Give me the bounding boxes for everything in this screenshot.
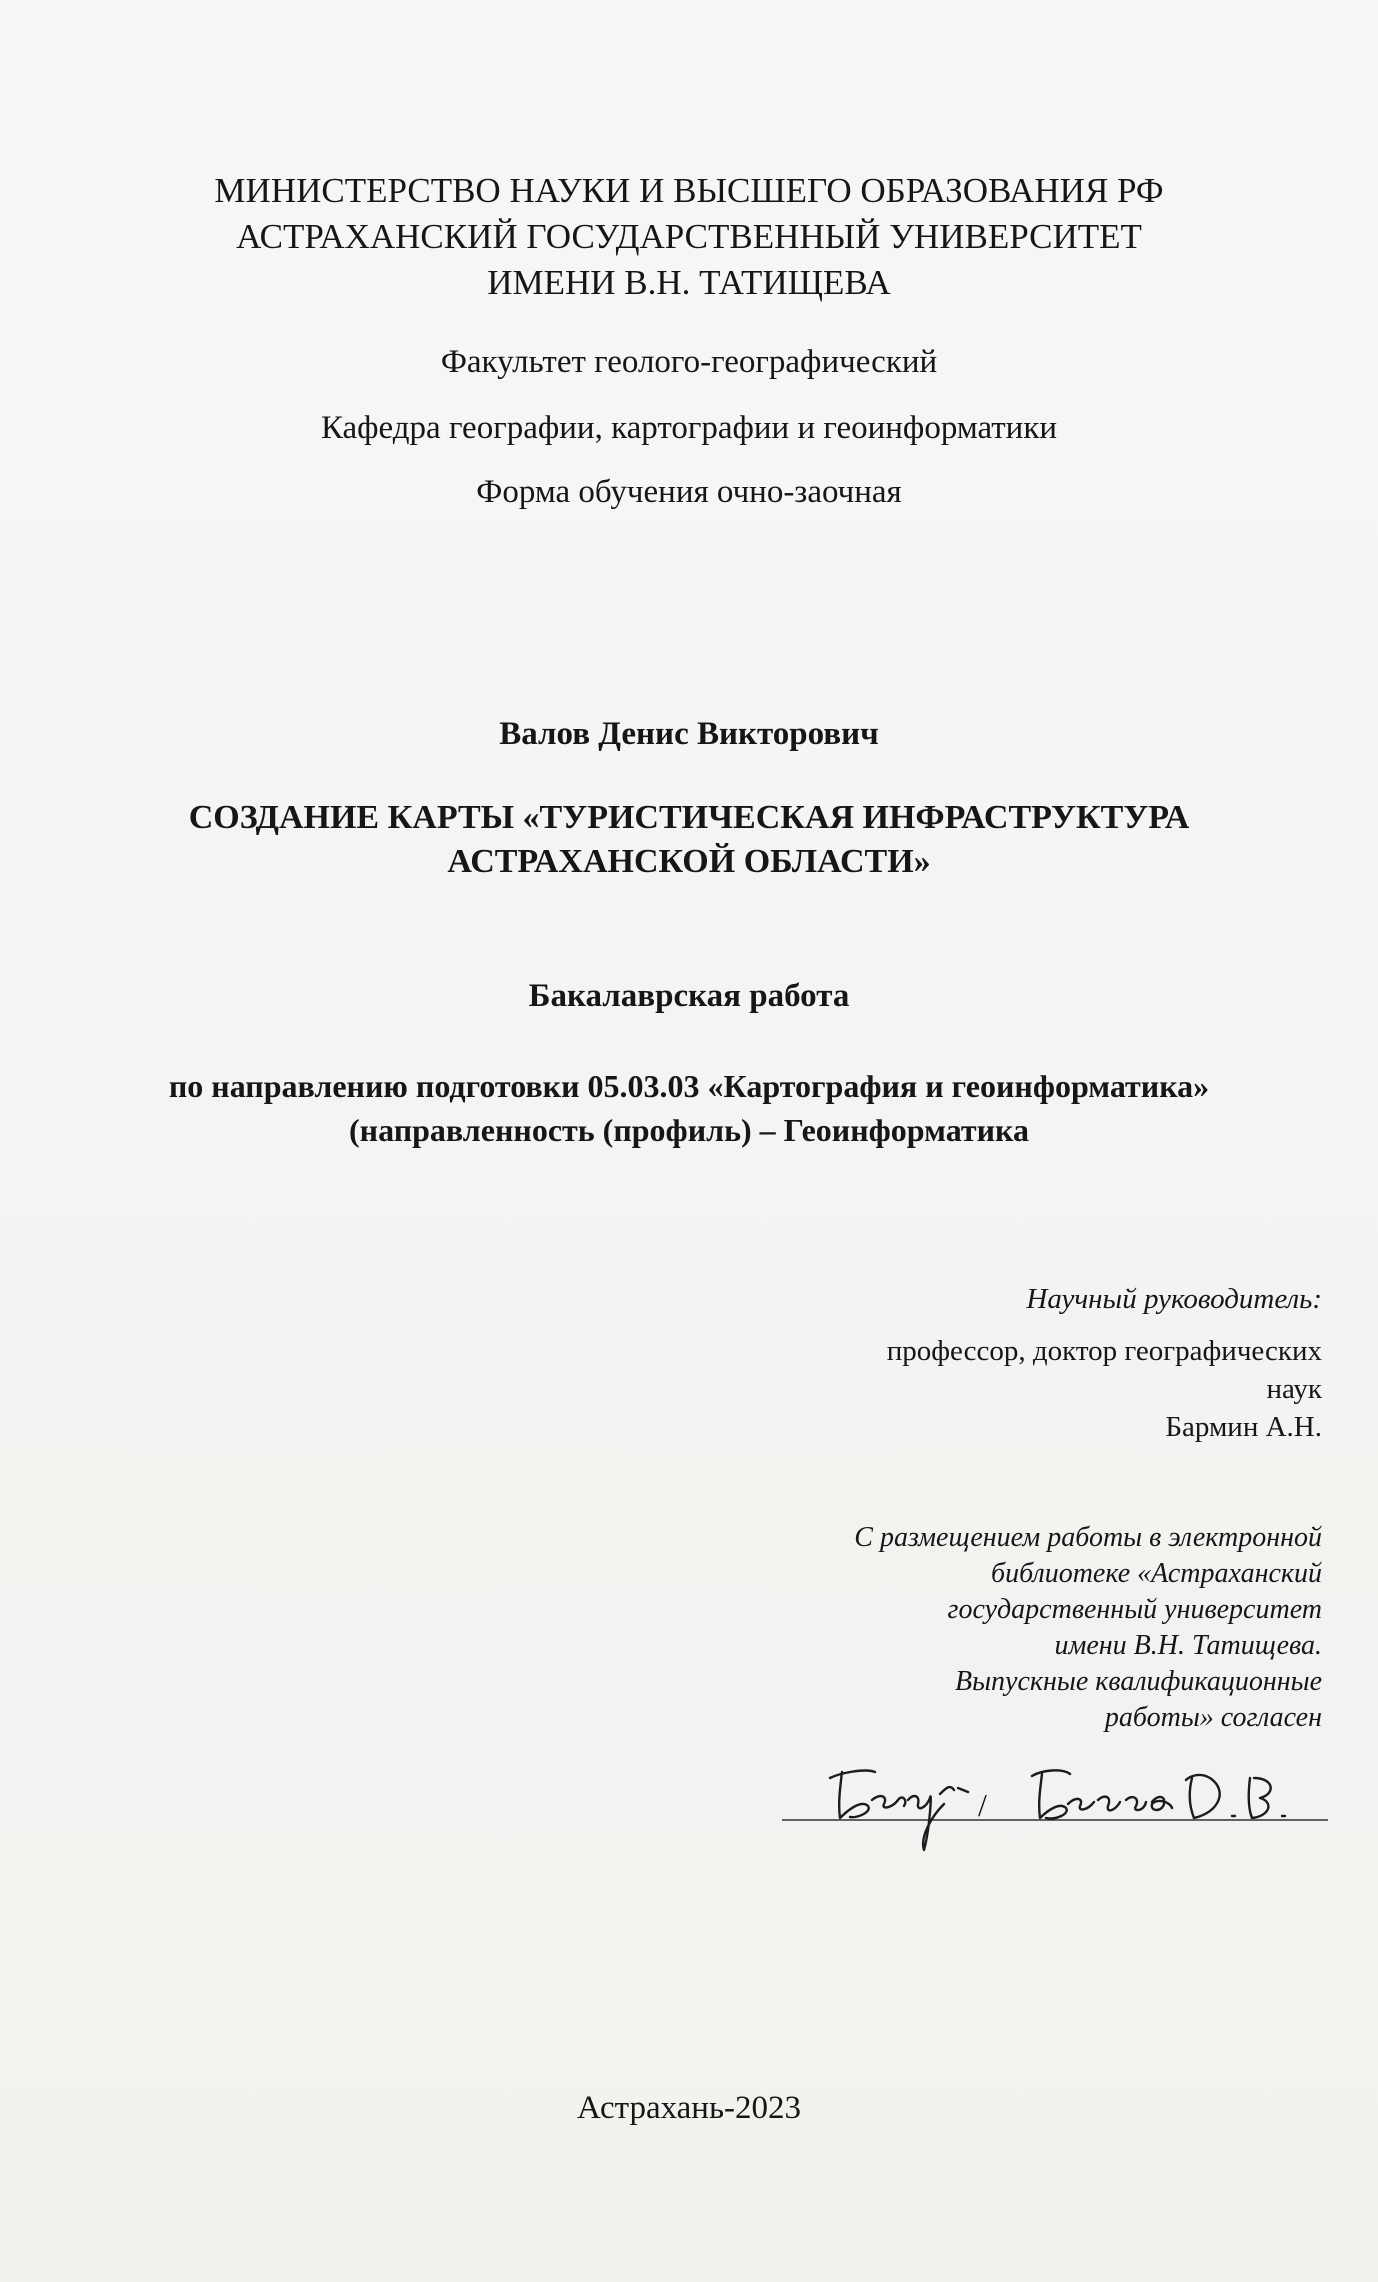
study-direction [0,1064,1378,1152]
department: Кафедра географии, картографии и геоинформатики [320,410,1058,446]
handwritten-name [1032,1770,1285,1818]
consent-line: библиотеке «Астраханский [991,1558,1322,1589]
consent-line: Выпускные квалификационные [954,1666,1322,1697]
ministry-line: МИНИСТЕРСТВО НАУКИ И ВЫСШЕГО ОБРАЗОВАНИЯ РФ [214,171,1164,210]
profile-line: (направленность (профиль) – Геоинформатика [349,1112,1029,1148]
library-consent [854,1520,1322,1736]
work-title [0,796,1378,884]
work-title-line: СОЗДАНИЕ КАРТЫ «ТУРИСТИЧЕСКАЯ ИНФРАСТРУКТУРА [188,799,1190,836]
consent-line: С размещением работы в электронной [854,1522,1322,1553]
signature-scribble [830,1771,968,1850]
supervisor-title: профессор, доктор географических [886,1335,1322,1367]
work-type: Бакалаврская работа [528,978,850,1014]
university-line: АСТРАХАНСКИЙ ГОСУДАРСТВЕННЫЙ УНИВЕРСИТЕТ [236,217,1142,256]
signature-separator: / [978,1787,987,1823]
ministry-header [0,168,1378,306]
study-form: Форма обучения очно-заочная [476,474,902,510]
consent-line: работы» согласен [1104,1702,1322,1733]
city-year: Астрахань-2023 [576,2090,802,2126]
supervisor-block [887,1280,1322,1446]
university-name-line: ИМЕНИ В.Н. ТАТИЩЕВА [487,263,891,302]
supervisor-label: Научный руководитель: [1026,1283,1322,1315]
consent-line: государственный университет [947,1594,1322,1625]
faculty: Факультет геолого-географический [440,344,938,380]
author-name: Валов Денис Викторович [499,716,879,752]
work-title-line: АСТРАХАНСКОЙ ОБЛАСТИ» [447,843,931,880]
supervisor-details [887,1332,1322,1446]
supervisor-title: наук [1266,1373,1322,1405]
supervisor-name: Бармин А.Н. [1165,1411,1322,1443]
consent-line: имени В.Н. Татищева. [1054,1630,1322,1661]
direction-line: по направлению подготовки 05.03.03 «Картография и геоинформатика» [168,1068,1210,1104]
handwritten-signature [780,1738,1330,1858]
